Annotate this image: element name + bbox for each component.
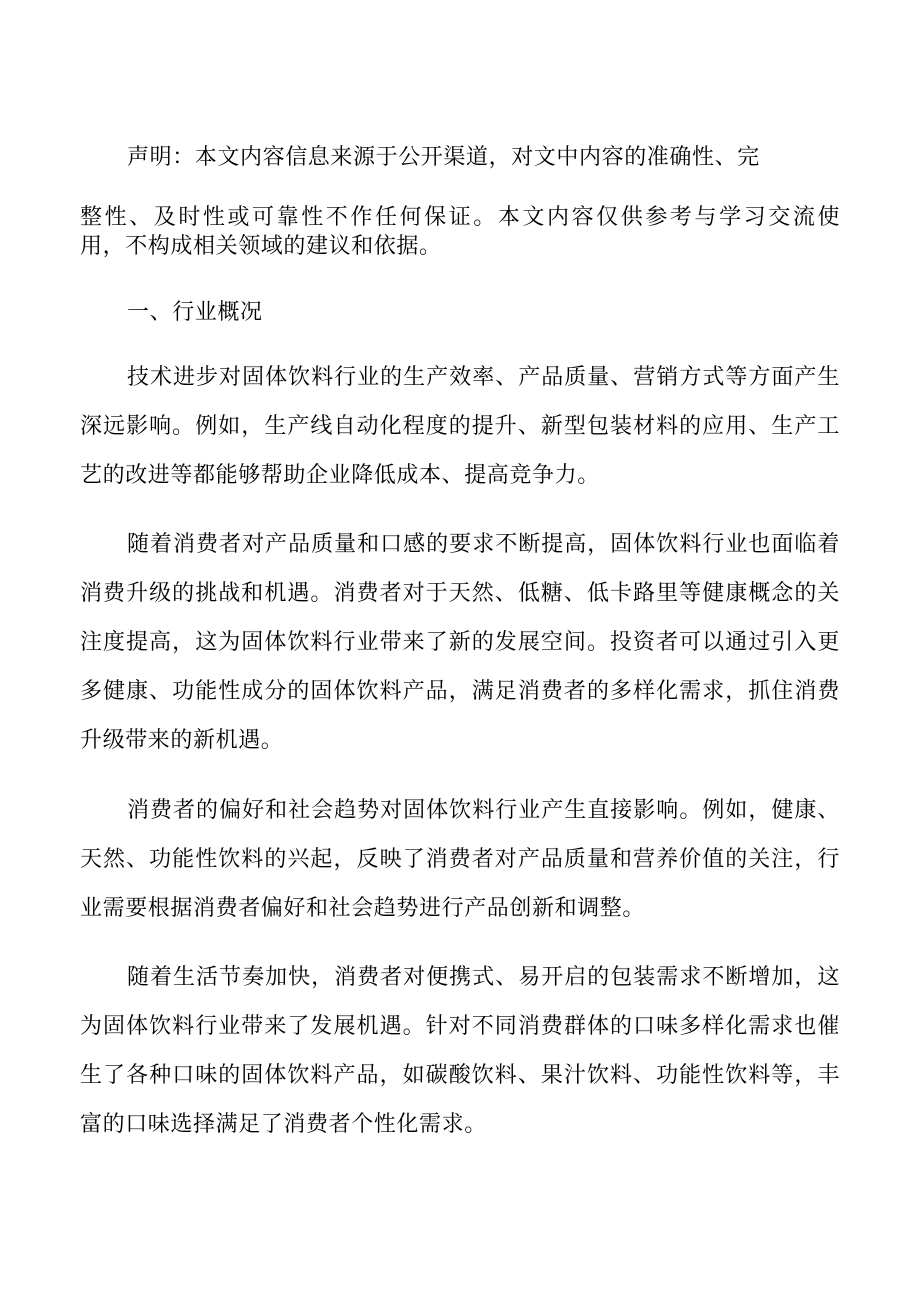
disclaimer-line-2: 整性、及时性或可靠性不作任何保证。本文内容仅供参考与学习交流使 <box>80 205 840 230</box>
paragraph-4-line-3: 生了各种口味的固体饮料产品，如碳酸饮料、果汁饮料、功能性饮料等，丰 <box>80 1063 840 1088</box>
paragraph-2-line-4: 多健康、功能性成分的固体饮料产品，满足消费者的多样化需求，抓住消费 <box>80 679 840 704</box>
disclaimer-line-3: 用，不构成相关领域的建议和依据。 <box>80 234 442 259</box>
paragraph-1-line-2: 深远影响。例如，生产线自动化程度的提升、新型包装材料的应用、生产工 <box>80 414 840 439</box>
paragraph-3-line-2: 天然、功能性饮料的兴起，反映了消费者对产品质量和营养价值的关注，行 <box>80 847 840 872</box>
section-heading: 一、行业概况 <box>127 300 263 325</box>
paragraph-2-line-1: 随着消费者对产品质量和口感的要求不断提高，固体饮料行业也面临着 <box>127 532 840 557</box>
paragraph-4-line-1: 随着生活节奏加快，消费者对便携式、易开启的包装需求不断增加，这 <box>127 965 840 990</box>
paragraph-2-line-3: 注度提高，这为固体饮料行业带来了新的发展空间。投资者可以通过引入更 <box>80 630 840 655</box>
paragraph-3-line-1: 消费者的偏好和社会趋势对固体饮料行业产生直接影响。例如，健康、 <box>127 798 840 823</box>
paragraph-4-line-4: 富的口味选择满足了消费者个性化需求。 <box>80 1112 487 1137</box>
paragraph-1-line-1: 技术进步对固体饮料行业的生产效率、产品质量、营销方式等方面产生 <box>127 365 840 390</box>
paragraph-3-line-3: 业需要根据消费者偏好和社会趋势进行产品创新和调整。 <box>80 896 646 921</box>
paragraph-4-line-2: 为固体饮料行业带来了发展机遇。针对不同消费群体的口味多样化需求也催 <box>80 1014 840 1039</box>
paragraph-2-line-2: 消费升级的挑战和机遇。消费者对于天然、低糖、低卡路里等健康概念的关 <box>80 581 840 606</box>
paragraph-1-line-3: 艺的改进等都能够帮助企业降低成本、提高竞争力。 <box>80 463 600 488</box>
disclaimer-line-1: 声明：本文内容信息来源于公开渠道，对文中内容的准确性、完 <box>127 145 760 170</box>
paragraph-2-line-5: 升级带来的新机遇。 <box>80 728 284 753</box>
